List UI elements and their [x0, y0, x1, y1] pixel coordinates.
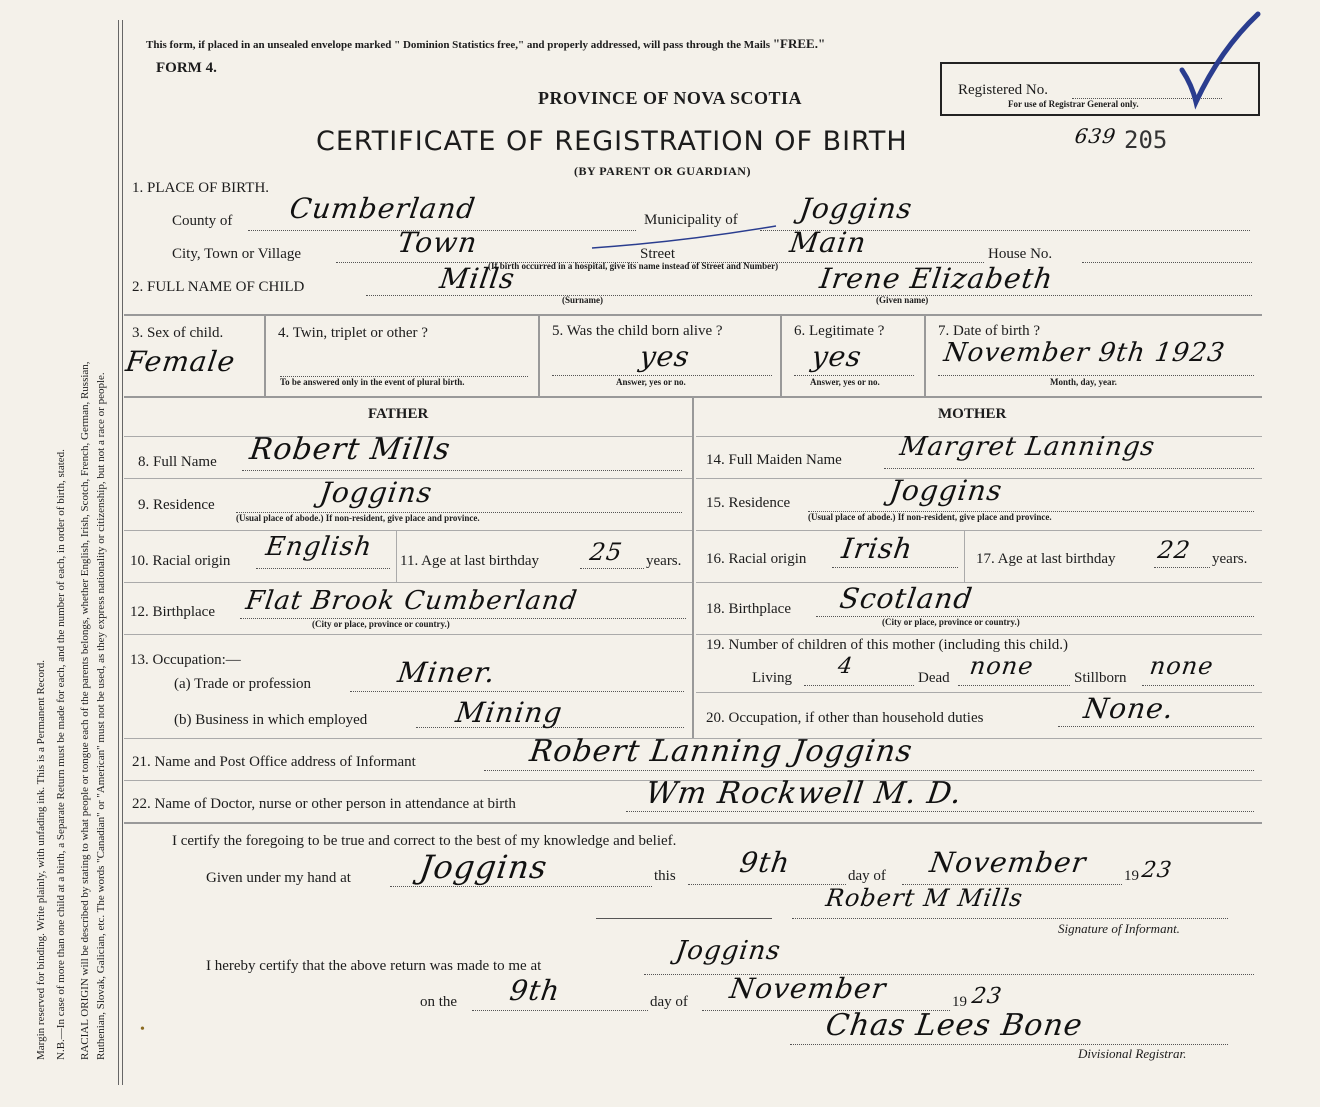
this-label: this [654, 868, 676, 884]
stillborn-value: none [1148, 652, 1216, 680]
margin-rule [118, 20, 119, 1085]
dob-value: November 9th 1923 [941, 338, 1228, 368]
county-value: Cumberland [287, 192, 478, 225]
father-residence-note: (Usual place of abode.) If non-resident, give place and province. [236, 513, 480, 523]
business-label: (b) Business in which employed [174, 712, 368, 728]
city-value: Town [395, 226, 480, 259]
municipality-value: Joggins [797, 192, 915, 225]
checkmark-icon [1170, 10, 1270, 110]
form-number: FORM 4. [156, 60, 217, 76]
father-birthplace-label: 12. Birthplace [130, 604, 215, 620]
registrar-signature-label: Divisional Registrar. [1078, 1046, 1187, 1061]
trade-value: Miner. [395, 656, 498, 689]
cert-number-printed: 205 [1124, 126, 1168, 154]
registrar-day-value: 9th [507, 974, 563, 1007]
living-label: Living [752, 670, 792, 686]
trade-label: (a) Trade or profession [174, 676, 312, 692]
dead-value: none [968, 652, 1036, 680]
county-label: County of [172, 213, 233, 229]
registrar-signature: Chas Lees Bone [823, 1008, 1086, 1043]
informant-label: 21. Name and Post Office address of Informant [132, 754, 416, 770]
twin-label: 4. Twin, triplet or other ? [278, 325, 428, 341]
margin-rule-2 [122, 20, 123, 1085]
children-count-label: 19. Number of children of this mother (including this child.) [706, 637, 1069, 653]
father-heading: FATHER [368, 406, 429, 422]
mother-age-value: 22 [1156, 536, 1193, 564]
street-label: Street [640, 246, 675, 262]
father-name-label: 8. Full Name [138, 454, 217, 470]
alive-value: yes [637, 340, 693, 373]
given-place-value: Joggins [417, 848, 550, 886]
province-heading: PROVINCE OF NOVA SCOTIA [538, 88, 803, 108]
street-value: Main [787, 226, 869, 259]
father-occupation-label: 13. Occupation:— [130, 652, 241, 668]
house-label: House No. [988, 246, 1053, 262]
registrar-dot: • [140, 1022, 145, 1037]
mother-residence-value: Joggins [887, 474, 1005, 507]
father-race-label: 10. Racial origin [130, 553, 231, 569]
registrar-place-value: Joggins [673, 936, 783, 966]
business-value: Mining [453, 696, 565, 729]
given-month-value: November [927, 846, 1089, 879]
child-given-value: Irene Elizabeth [817, 262, 1056, 295]
margin-note-3: RACIAL ORIGIN will be described by stating to what people or tongue each of the parents belongs, whether English, Irish, Scotch, French, German, Russian, [79, 361, 91, 1060]
father-birthplace-note: (City or place, province or country.) [312, 619, 450, 629]
given-day-value: 9th [737, 846, 793, 879]
given-under-label: Given under my hand at [206, 870, 351, 886]
mother-name-value: Margret Lannings [897, 432, 1158, 462]
father-age-unit: years. [646, 553, 682, 569]
mother-residence-note: (Usual place of abode.) If non-resident, give place and province. [808, 512, 1052, 522]
city-label: City, Town or Village [172, 246, 302, 262]
mother-birthplace-value: Scotland [837, 582, 975, 615]
sex-label: 3. Sex of child. [132, 325, 224, 341]
mother-birthplace-label: 18. Birthplace [706, 601, 791, 617]
sex-value: Female [123, 345, 238, 378]
registrar-statement: I hereby certify that the above return was made to me at [206, 958, 542, 974]
given-year-prefix: 19 [1124, 868, 1139, 884]
municipality-label: Municipality of [644, 212, 738, 228]
father-age-value: 25 [588, 538, 625, 566]
legitimate-note: Answer, yes or no. [810, 377, 880, 387]
dob-note: Month, day, year. [1050, 377, 1117, 387]
registered-label: Registered No. [958, 82, 1048, 98]
living-value: 4 [836, 654, 855, 679]
doctor-label: 22. Name of Doctor, nurse or other person in attendance at birth [132, 796, 516, 812]
mother-age-unit: years. [1212, 551, 1248, 567]
alive-note: Answer, yes or no. [616, 377, 686, 387]
twin-note: To be answered only in the event of plural birth. [280, 377, 465, 387]
father-residence-label: 9. Residence [138, 497, 215, 513]
doctor-value: Wm Rockwell M. D. [643, 776, 965, 811]
document-title: CERTIFICATE OF REGISTRATION OF BIRTH [316, 126, 908, 157]
registrar-dayof-label: day of [650, 994, 688, 1010]
correction-line [590, 222, 780, 252]
father-age-label: 11. Age at last birthday [400, 553, 539, 569]
surname-note: (Surname) [562, 295, 603, 305]
registrar-year-value: 23 [970, 984, 1004, 1009]
mother-race-value: Irish [839, 532, 916, 565]
mother-occupation-value: None. [1081, 692, 1177, 725]
informant-signature: Robert M Mills [824, 884, 1025, 912]
legitimate-label: 6. Legitimate ? [794, 323, 885, 339]
given-year-value: 23 [1140, 858, 1174, 883]
mother-occupation-label: 20. Occupation, if other than household duties [706, 710, 984, 726]
child-name-label: 2. FULL NAME OF CHILD [132, 279, 305, 295]
margin-note-4: Ruthenian, Slovak, Galician, etc. The words "Canadian" or "American" must not be used, as they express nationality or citizenship, but not a race or people. [95, 372, 107, 1060]
place-of-birth-label: 1. PLACE OF BIRTH. [132, 180, 270, 196]
dob-label: 7. Date of birth ? [938, 323, 1041, 339]
registrar-month-value: November [727, 972, 889, 1005]
mother-heading: MOTHER [938, 406, 1007, 422]
mother-race-label: 16. Racial origin [706, 551, 807, 567]
cert-number-handwritten: 639 [1073, 124, 1118, 148]
given-note: (Given name) [876, 295, 929, 305]
informant-signature-label: Signature of Informant. [1058, 921, 1180, 936]
father-race-value: English [263, 532, 375, 562]
mother-name-label: 14. Full Maiden Name [706, 452, 842, 468]
mother-residence-label: 15. Residence [706, 495, 791, 511]
alive-label: 5. Was the child born alive ? [552, 323, 723, 339]
registrar-year-prefix: 19 [952, 994, 967, 1010]
father-birthplace-value: Flat Brook Cumberland [243, 586, 580, 616]
registrar-on-the-label: on the [420, 994, 458, 1010]
dead-label: Dead [918, 670, 950, 686]
legitimate-value: yes [809, 340, 865, 373]
margin-note-1: Margin reserved for binding. Write plainly, with unfading ink. This is a Permanent Record. [35, 660, 47, 1060]
postal-note: This form, if placed in an unsealed envelope marked " Dominion Statistics free," and properly addressed, will pass through the Mails "FREE." [146, 36, 826, 51]
stillborn-label: Stillborn [1074, 670, 1127, 686]
hospital-note: (If birth occurred in a hospital, give its name instead of Street and Number) [488, 261, 779, 271]
given-dayof-label: day of [848, 868, 886, 884]
margin-note-2: N.B.—In case of more than one child at a birth, a Separate Return must be made for each, and the number of each, in order of birth, stated. [55, 449, 67, 1060]
informant-value: Robert Lanning Joggins [527, 734, 915, 769]
certify-statement: I certify the foregoing to be true and correct to the best of my knowledge and belief. [172, 833, 677, 849]
mother-birthplace-note: (City or place, province or country.) [882, 617, 1020, 627]
registered-note: For use of Registrar General only. [1008, 99, 1139, 109]
document-subtitle: (BY PARENT OR GUARDIAN) [574, 164, 751, 178]
father-residence-value: Joggins [317, 476, 435, 509]
child-surname-value: Mills [437, 262, 518, 295]
mother-age-label: 17. Age at last birthday [976, 551, 1116, 567]
father-name-value: Robert Mills [247, 432, 453, 467]
